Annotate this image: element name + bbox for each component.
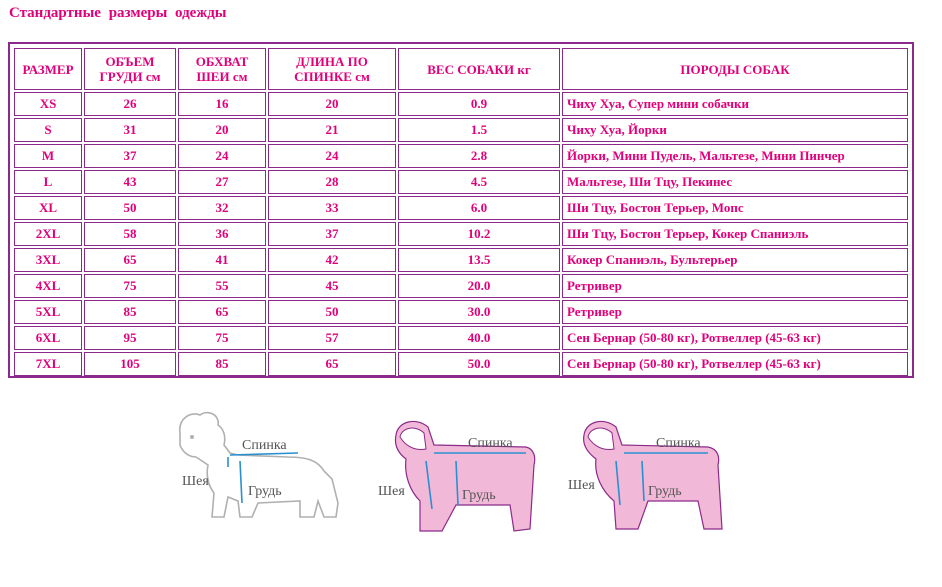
cell-breeds: Кокер Спаниэль, Бультерьер — [562, 248, 908, 272]
page-title: Стандартные размеры одежды — [9, 5, 227, 21]
cell-chest: 31 — [84, 118, 176, 142]
dog-outline-illustration — [168, 405, 348, 545]
cell-chest: 26 — [84, 92, 176, 116]
header-neck: ОБХВАТ ШЕИ см — [178, 48, 266, 90]
cell-weight: 2.8 — [398, 144, 560, 168]
cell-back-length: 65 — [268, 352, 396, 376]
cell-size: S — [14, 118, 82, 142]
vest-icon — [376, 405, 556, 545]
cell-back-length: 57 — [268, 326, 396, 350]
table-row — [14, 92, 908, 116]
cell-chest: 85 — [84, 300, 176, 324]
header-breeds: ПОРОДЫ СОБАК — [562, 48, 908, 90]
cell-neck: 16 — [178, 92, 266, 116]
cell-back-length: 28 — [268, 170, 396, 194]
cell-size: 5XL — [14, 300, 82, 324]
cell-weight: 30.0 — [398, 300, 560, 324]
cell-neck: 85 — [178, 352, 266, 376]
cell-neck: 24 — [178, 144, 266, 168]
cell-size: XS — [14, 92, 82, 116]
cell-size: L — [14, 170, 82, 194]
cell-neck: 20 — [178, 118, 266, 142]
vest-illustration — [376, 405, 556, 545]
jumpsuit-illustration — [568, 405, 748, 545]
cell-breeds: Ретривер — [562, 274, 908, 298]
cell-back-length: 24 — [268, 144, 396, 168]
cell-chest: 75 — [84, 274, 176, 298]
cell-size: 6XL — [14, 326, 82, 350]
cell-chest: 58 — [84, 222, 176, 246]
label-back-2: Спинка — [468, 436, 513, 451]
cell-breeds: Чиху Хуа, Йорки — [562, 118, 908, 142]
cell-breeds: Ши Тцу, Бостон Терьер, Мопс — [562, 196, 908, 220]
header-back-length: ДЛИНА ПО СПИНКЕ см — [268, 48, 396, 90]
header-weight: ВЕС СОБАКИ кг — [398, 48, 560, 90]
cell-chest: 50 — [84, 196, 176, 220]
cell-back-length: 50 — [268, 300, 396, 324]
label-neck-2: Шея — [378, 484, 405, 499]
cell-weight: 20.0 — [398, 274, 560, 298]
table-row — [14, 300, 908, 324]
cell-neck: 65 — [178, 300, 266, 324]
cell-weight: 4.5 — [398, 170, 560, 194]
cell-back-length: 45 — [268, 274, 396, 298]
cell-weight: 13.5 — [398, 248, 560, 272]
cell-neck: 36 — [178, 222, 266, 246]
table-body — [14, 92, 908, 376]
cell-neck: 55 — [178, 274, 266, 298]
cell-size: XL — [14, 196, 82, 220]
cell-back-length: 42 — [268, 248, 396, 272]
cell-chest: 43 — [84, 170, 176, 194]
cell-weight: 0.9 — [398, 92, 560, 116]
table-header-row — [14, 48, 908, 90]
cell-chest: 95 — [84, 326, 176, 350]
table-row — [14, 326, 908, 350]
header-size: РАЗМЕР — [14, 48, 82, 90]
table-row — [14, 248, 908, 272]
cell-neck: 32 — [178, 196, 266, 220]
size-table-frame — [8, 42, 914, 378]
cell-breeds: Сен Бернар (50-80 кг), Ротвеллер (45-63 кг) — [562, 326, 908, 350]
cell-back-length: 21 — [268, 118, 396, 142]
table-row — [14, 274, 908, 298]
label-back: Спинка — [242, 438, 287, 453]
cell-chest: 105 — [84, 352, 176, 376]
cell-size: 2XL — [14, 222, 82, 246]
cell-size: 7XL — [14, 352, 82, 376]
cell-breeds: Чиху Хуа, Супер мини собачки — [562, 92, 908, 116]
cell-size: M — [14, 144, 82, 168]
cell-chest: 65 — [84, 248, 176, 272]
cell-size: 3XL — [14, 248, 82, 272]
cell-weight: 50.0 — [398, 352, 560, 376]
label-neck: Шея — [182, 474, 209, 489]
label-chest: Грудь — [248, 484, 282, 499]
cell-breeds: Йорки, Мини Пудель, Мальтезе, Мини Пинчер — [562, 144, 908, 168]
cell-breeds: Ши Тцу, Бостон Терьер, Кокер Спаниэль — [562, 222, 908, 246]
cell-size: 4XL — [14, 274, 82, 298]
label-neck-3: Шея — [568, 478, 595, 493]
dog-outline-icon — [168, 405, 348, 545]
cell-breeds: Мальтезе, Ши Тцу, Пекинес — [562, 170, 908, 194]
table-row — [14, 222, 908, 246]
cell-breeds: Ретривер — [562, 300, 908, 324]
header-chest: ОБЪЕМ ГРУДИ см — [84, 48, 176, 90]
cell-back-length: 33 — [268, 196, 396, 220]
cell-neck: 75 — [178, 326, 266, 350]
cell-weight: 10.2 — [398, 222, 560, 246]
table-row — [14, 118, 908, 142]
table-row — [14, 196, 908, 220]
jumpsuit-icon — [568, 405, 748, 545]
cell-weight: 40.0 — [398, 326, 560, 350]
label-chest-2: Грудь — [462, 488, 496, 503]
cell-chest: 37 — [84, 144, 176, 168]
cell-neck: 27 — [178, 170, 266, 194]
label-chest-3: Грудь — [648, 484, 682, 499]
cell-weight: 1.5 — [398, 118, 560, 142]
cell-back-length: 37 — [268, 222, 396, 246]
cell-neck: 41 — [178, 248, 266, 272]
cell-breeds: Сен Бернар (50-80 кг), Ротвеллер (45-63 кг) — [562, 352, 908, 376]
table-row — [14, 352, 908, 376]
size-table — [12, 46, 910, 378]
cell-weight: 6.0 — [398, 196, 560, 220]
cell-back-length: 20 — [268, 92, 396, 116]
table-row — [14, 144, 908, 168]
label-back-3: Спинка — [656, 436, 701, 451]
table-row — [14, 170, 908, 194]
